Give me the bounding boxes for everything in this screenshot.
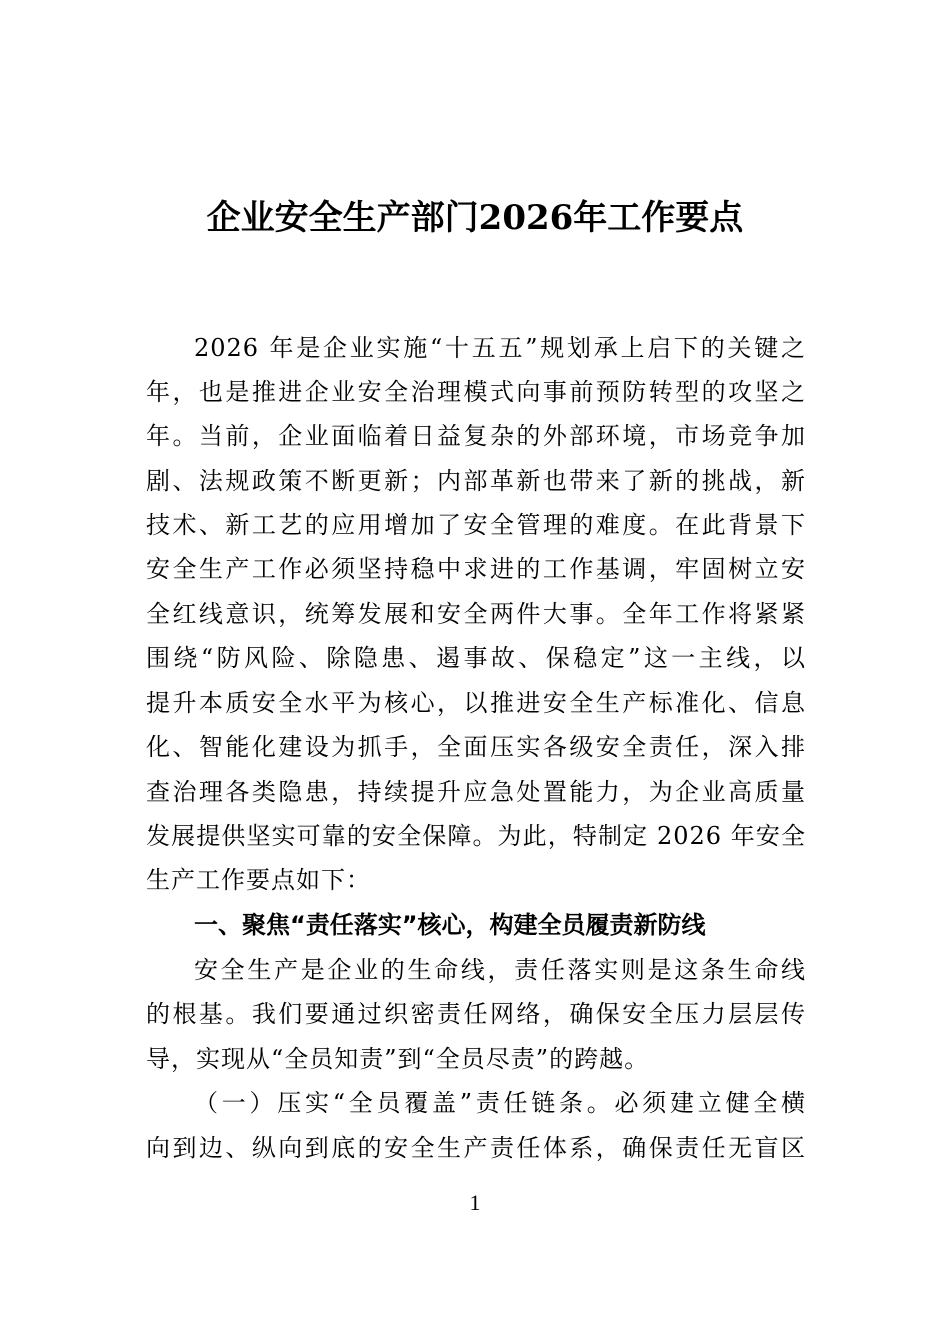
section-heading: 一、聚焦“责任落实”核心，构建全员履责新防线 (194, 911, 706, 939)
paragraph-line: 发展提供坚实可靠的安全保障。为此，特制定 2026 年安全 (146, 822, 806, 850)
paragraph-line: （一）压实“全员覆盖”责任链条。必须建立健全横 (194, 1089, 806, 1117)
document-title: 企业安全生产部门2026年工作要点 (206, 198, 744, 238)
paragraph-line: 安全生产工作必须坚持稳中求进的工作基调，牢固树立安 (146, 555, 806, 583)
paragraph-line: 2026 年是企业实施“十五五”规划承上启下的关键之 (194, 334, 806, 362)
paragraph-line: 导，实现从“全员知责”到“全员尽责”的跨越。 (146, 1045, 650, 1073)
paragraph-line: 年。当前，企业面临着日益复杂的外部环境，市场竞争加 (146, 422, 806, 450)
paragraph-line: 围绕“防风险、除隐患、遏事故、保稳定”这一主线，以 (146, 644, 806, 672)
paragraph-line: 向到边、纵向到底的安全生产责任体系，确保责任无盲区 (146, 1134, 806, 1162)
paragraph-line: 提升本质安全水平为核心，以推进安全生产标准化、信息 (146, 689, 806, 717)
page-number: 1 (469, 1190, 481, 1215)
paragraph-line: 的根基。我们要通过织密责任网络，确保安全压力层层传 (146, 1000, 806, 1028)
paragraph-line: 剧、法规政策不断更新；内部革新也带来了新的挑战，新 (146, 467, 806, 495)
paragraph-line: 技术、新工艺的应用增加了安全管理的难度。在此背景下 (146, 511, 806, 539)
paragraph-line: 年，也是推进企业安全治理模式向事前预防转型的攻坚之 (146, 378, 806, 406)
paragraph-line: 安全生产是企业的生命线，责任落实则是这条生命线 (194, 956, 806, 984)
paragraph-line: 查治理各类隐患，持续提升应急处置能力，为企业高质量 (146, 778, 806, 806)
paragraph-line: 化、智能化建设为抓手，全面压实各级安全责任，深入排 (146, 733, 806, 761)
paragraph-line: 全红线意识，统筹发展和安全两件大事。全年工作将紧紧 (146, 600, 806, 628)
paragraph-line: 生产工作要点如下： (146, 866, 371, 894)
